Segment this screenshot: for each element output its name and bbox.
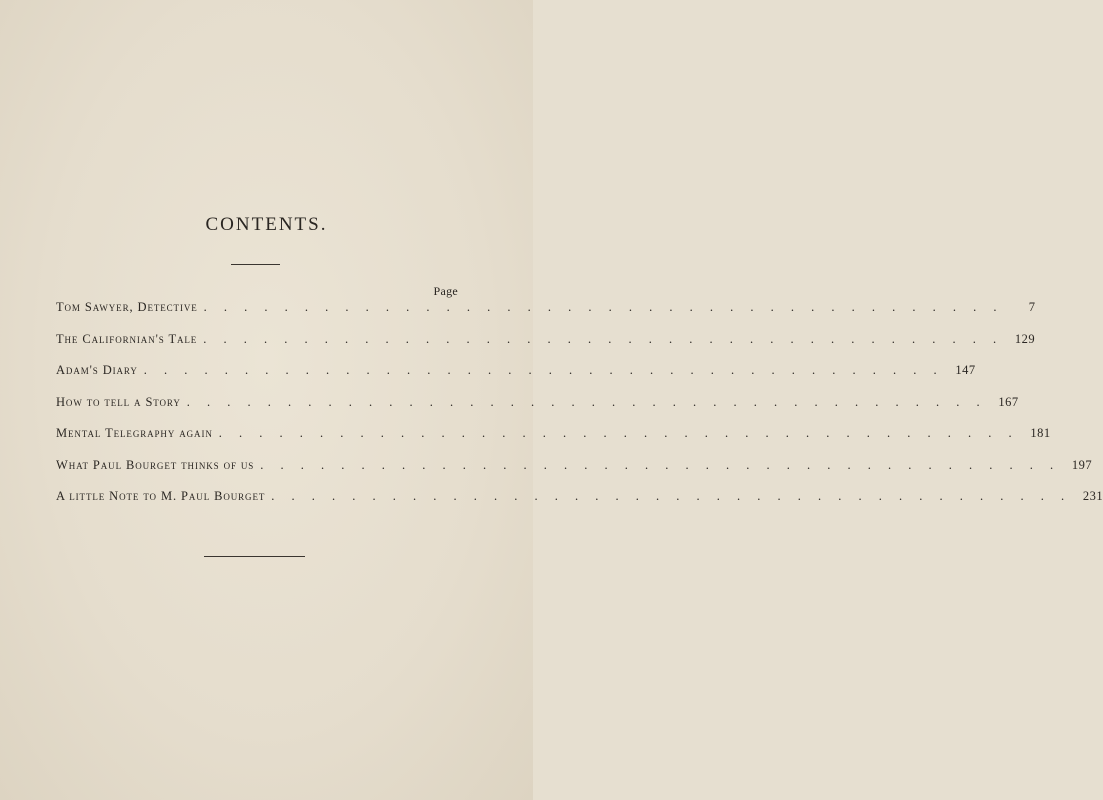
toc-entry-title: Tom Sawyer, Detective — [56, 300, 198, 314]
table-of-contents — [56, 300, 1103, 521]
toc-entry-title: Mental Telegraphy again — [56, 426, 213, 440]
heading-rule — [231, 264, 280, 265]
toc-entry-californians-tale[interactable] — [56, 331, 1036, 364]
toc-entry-title: How to tell a Story — [56, 394, 181, 409]
dot-leader: . . . . . . . . . . . . . . . . . . . . . . . . . . . . . . . . . . . . . . . . — [203, 300, 1004, 314]
toc-entry-page: 7 — [1028, 300, 1036, 314]
toc-entry-little-note-to-paul-bourget[interactable] — [56, 489, 1103, 521]
closing-rule — [204, 556, 305, 557]
dot-leader: . . . . . . . . . . . . . . . . . . . . . . . . . . . . . . . . . . . . . . . . — [271, 489, 1072, 503]
page-column-label: Page — [433, 284, 458, 298]
toc-entry-title: The Californian's Tale — [56, 331, 198, 346]
toc-entry-adams-diary[interactable] — [56, 363, 976, 395]
dot-leader: . . . . . . . . . . . . . . . . . . . . . . . . . . . . . . . . . . . . . . . . — [260, 457, 1061, 472]
dot-leader: . . . . . . . . . . . . . . . . . . . . . . . . . . . . . . . . . . . . . . . . — [186, 394, 987, 409]
toc-entry-title: What Paul Bourget thinks of us — [56, 457, 255, 472]
toc-entry-page: 231 — [1082, 489, 1103, 503]
toc-entry-page: 181 — [1030, 426, 1051, 440]
toc-entry-title: Adam's Diary — [56, 363, 138, 377]
toc-entry-title: A little Note to M. Paul Bourget — [56, 489, 266, 503]
toc-entry-page: 147 — [955, 363, 976, 377]
toc-entry-mental-telegraphy-again[interactable] — [56, 426, 1051, 458]
toc-entry-page: 197 — [1071, 457, 1093, 472]
contents-heading: CONTENTS. — [205, 214, 328, 235]
toc-entry-tom-sawyer-detective[interactable] — [56, 300, 1036, 332]
dot-leader: . . . . . . . . . . . . . . . . . . . . . . . . . . . . . . . . . . . . . . . . — [203, 331, 1004, 346]
toc-entry-page: 167 — [998, 394, 1019, 409]
toc-entry-what-paul-bourget-thinks-of-us[interactable] — [56, 457, 1093, 490]
toc-entry-how-to-tell-a-story[interactable] — [56, 394, 1019, 427]
dot-leader: . . . . . . . . . . . . . . . . . . . . . . . . . . . . . . . . . . . . . . . . — [218, 426, 1019, 440]
toc-entry-page: 129 — [1014, 331, 1036, 346]
dot-leader: . . . . . . . . . . . . . . . . . . . . . . . . . . . . . . . . . . . . . . . . — [143, 363, 944, 377]
